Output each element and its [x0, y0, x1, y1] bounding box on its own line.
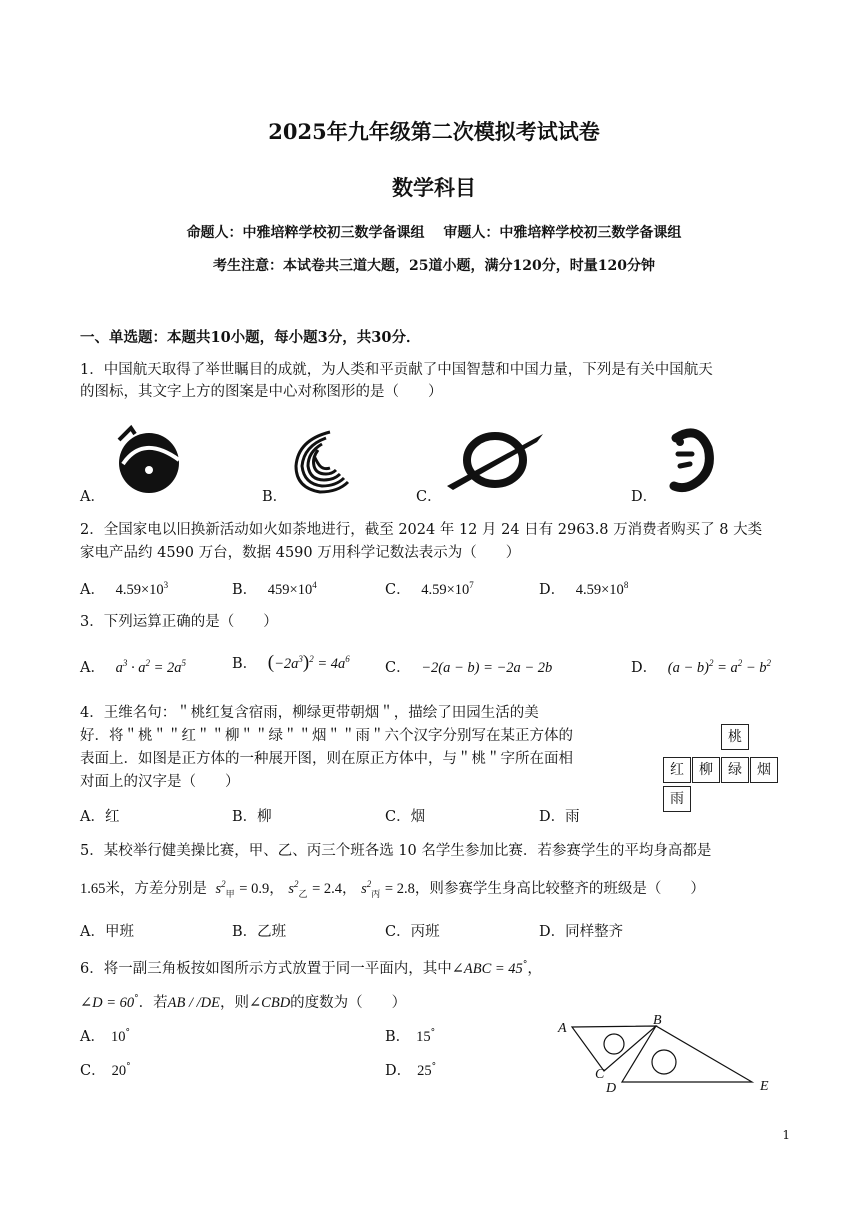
label-d: D	[606, 1081, 617, 1096]
page-number: 1	[782, 1128, 790, 1142]
q3-option-b: B． $(-2a^3)^2 = 4a^6$	[232, 652, 350, 673]
q3-a-label: A．	[80, 660, 105, 676]
orbit-logo-icon	[443, 428, 547, 492]
q5-option-c: C．丙班	[385, 924, 440, 940]
q3-d-label: D．	[631, 660, 658, 676]
q5-line2: 1.65米，方差分别是 $s^2_甲 = 0.9$， $s^2_乙 = 2.4$， $s^2_丙 = 2.8$，则参赛学生身高比较整齐的班级是（ ）	[80, 879, 705, 899]
q6-angle-abc: ∠ABC = 45	[451, 960, 523, 977]
q6-line2-end: ，则	[220, 994, 250, 1011]
q6-d-label: D．	[385, 1063, 412, 1079]
net-cell-top: 桃	[721, 724, 749, 750]
q2-c-label: C．	[385, 582, 411, 598]
q4-line2: 好．将＂桃＂＂红＂＂柳＂＂绿＂＂烟＂＂雨＂六个汉字分别写在某正方体的	[80, 728, 573, 744]
q2-d-base: 4.59×10	[575, 582, 624, 598]
q6-a-val: 10	[110, 1029, 126, 1045]
q6-line2-mid: ．若	[138, 994, 168, 1011]
triangle-set-figure	[552, 1010, 782, 1100]
q6-line1-pre: 6．将一副三角板按如图所示方式放置于同一平面内，其中	[80, 960, 452, 977]
q2-line2: 家电产品约 4590 万台，数据 4590 万用科学记数法表示为（ ）	[80, 545, 521, 561]
swirl-logo-icon	[290, 426, 352, 496]
label-e: E	[760, 1079, 769, 1094]
q2-b-label: B．	[232, 582, 258, 598]
q5-option-b: B．乙班	[232, 924, 287, 940]
q6-option-d: D． 25°	[385, 1062, 437, 1079]
q2-option-a	[80, 578, 168, 599]
q6-line2-tail: 的度数为（ ）	[290, 994, 407, 1011]
q2-c-exp: 7	[469, 580, 474, 591]
q1-option-c: C．	[416, 489, 442, 505]
net-cell-3: 绿	[721, 757, 749, 783]
q4-line1: 4．王维名句：＂桃红复含宿雨，柳绿更带朝烟＂，描绘了田园生活的美	[80, 705, 539, 721]
q3-option-c	[385, 656, 552, 677]
q6-a-label: A．	[80, 1029, 105, 1045]
q6-line1: 6．将一副三角板按如图所示方式放置于同一平面内，其中∠ABC = 45°，	[80, 960, 542, 977]
triangle-hole-1	[604, 1034, 624, 1054]
q4-option-a: A．红	[80, 809, 120, 825]
q5-option-d: D．同样整齐	[539, 924, 624, 940]
net-cell-2: 柳	[692, 757, 720, 783]
q1-option-d: D．	[631, 489, 658, 505]
triangle-hole-2	[652, 1050, 676, 1074]
section-heading: 一、单选题：本题共10小题，每小题3分，共30分．	[80, 329, 421, 346]
q2-option-c	[385, 578, 474, 599]
q5-option-a: A．甲班	[80, 924, 134, 940]
subject-title: 数学科目	[392, 175, 476, 200]
q2-option-b	[232, 578, 317, 599]
q6-option-a: A． 10°	[80, 1028, 130, 1045]
q5-v1: = 0.9	[239, 880, 270, 897]
q3-c-label: C．	[385, 660, 411, 676]
q6-angle-cbd: ∠CBD	[249, 994, 291, 1011]
q5-tail: ，则参赛学生身高比较整齐的班级是（ ）	[414, 880, 705, 897]
q2-a-base: 4.59×10	[115, 582, 164, 598]
chang-e-logo-icon	[113, 424, 183, 496]
triangle-bde	[622, 1026, 752, 1082]
q1-option-a: A．	[80, 489, 105, 505]
q1-line2: 的图标，其文字上方的图案是中心对称图形的是（ ）	[80, 384, 443, 400]
q2-line1: 2．全国家电以旧换新活动如火如荼地进行，截至 2024 年 12 月 24 日有 2963.8 万消费者购买了 8 大类	[80, 522, 763, 538]
q2-b-base: 459×10	[267, 582, 313, 598]
q3-option-a: A． $a^3 \cdot a^2 = 2a^5$	[80, 658, 187, 676]
q6-parallel: AB / /DE	[167, 994, 221, 1011]
q5-line1: 5．某校举行健美操比赛，甲、乙、丙三个班各选 10 名学生参加比赛．若参赛学生的平均身高都是	[80, 843, 712, 859]
label-b: B	[653, 1013, 662, 1028]
net-cell-4: 烟	[750, 757, 778, 783]
q5-v3: = 2.8	[384, 880, 415, 897]
q6-b-val: 15	[416, 1029, 431, 1045]
net-cell-1: 红	[663, 757, 691, 783]
q2-a-exp: 3	[163, 580, 169, 591]
q2-d-label: D．	[539, 582, 566, 598]
net-cell-bottom: 雨	[663, 786, 691, 812]
q5-sub3: 丙	[371, 888, 381, 899]
label-a: A	[558, 1021, 567, 1036]
q4-option-c: C．烟	[385, 809, 426, 825]
q2-b-exp: 4	[312, 580, 317, 591]
q6-c-val: 20	[111, 1063, 127, 1079]
q3-stem: 3．下列运算正确的是（ ）	[80, 614, 278, 630]
q4-option-d: D．雨	[539, 809, 580, 825]
q6-option-c: C． 20°	[80, 1062, 131, 1079]
q6-b-label: B．	[385, 1029, 411, 1045]
q6-d-val: 25	[417, 1063, 432, 1079]
q3-b-label: B．	[232, 656, 258, 672]
q4-line3: 表面上．如图是正方体的一种展开图，则在原正方体中，与＂桃＂字所在面相	[80, 751, 573, 767]
q2-option-d	[539, 578, 628, 599]
notice-line: 考生注意：本试卷共三道大题，25道小题，满分120分，时量120分钟	[213, 258, 655, 274]
q2-a-label: A．	[80, 582, 105, 598]
q1-line1: 1．中国航天取得了举世瞩目的成就，为人类和平贡献了中国智慧和中国力量，下列是有关中国航天	[80, 362, 713, 378]
q1-option-b: B．	[262, 489, 288, 505]
label-c: C	[595, 1067, 605, 1082]
q3-c-expr: −2(a − b) = −2a − 2b	[421, 660, 553, 676]
authors-line: 命题人：中雅培粹学校初三数学备课组 审题人：中雅培粹学校初三数学备课组	[186, 225, 682, 241]
q5-v2: = 2.4	[312, 880, 343, 897]
q5-sub2: 乙	[298, 888, 308, 899]
q2-d-exp: 8	[623, 580, 629, 591]
exam-title: 2025年九年级第二次模拟考试试卷	[268, 119, 600, 144]
q5-sub1: 甲	[225, 888, 235, 899]
q2-c-base: 4.59×10	[421, 582, 470, 598]
q5-text-variance: 米，方差分别是	[105, 880, 207, 897]
q6-c-label: C．	[80, 1063, 106, 1079]
q6-option-b: B． 15°	[385, 1028, 436, 1045]
q5-height: 1.65	[80, 880, 106, 897]
triangle-abc	[572, 1026, 656, 1071]
q6-angle-d: ∠D = 60	[80, 994, 135, 1011]
q3-option-d: D． $(a - b)^2 = a^2 - b^2$	[631, 658, 772, 676]
dragon-logo-icon	[662, 424, 716, 496]
q4-line4: 对面上的汉字是（ ）	[80, 774, 240, 790]
q4-option-b: B．柳	[232, 809, 272, 825]
q6-line2: ∠D = 60°．若AB / /DE，则∠CBD的度数为（ ）	[80, 994, 407, 1011]
